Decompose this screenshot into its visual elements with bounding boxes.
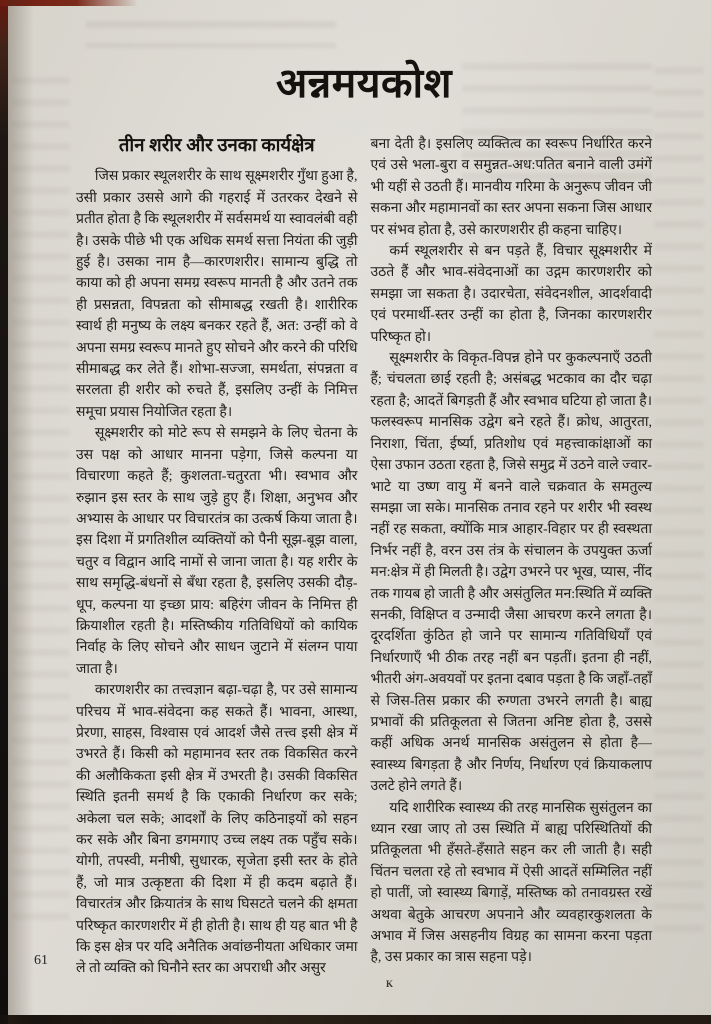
printer-signature-mark: K: [386, 979, 395, 989]
two-column-text: [76, 134, 652, 980]
section-heading: तीन शरीर और उनका कार्यक्षेत्र: [118, 136, 315, 156]
body-paragraph: बना देती है। इसलिए व्यक्तित्व का स्वरूप निर्धारित करने एवं उसे भला-बुरा व समुन्नत-अध:पतित बनाने वाली उमंगें भी यहीं से उठती हैं। मानवीय गरिमा के अनुरूप जीवन जी सकना और महामानवों का स्तर अपना सकना जिस आधार पर संभव होता है, उसे कारणशरीर ही कहना चाहिए।: [370, 137, 652, 238]
bleed-through-texture: [654, 60, 704, 940]
left-column: [76, 134, 358, 980]
bleed-through-texture: [86, 14, 336, 48]
right-column: [371, 134, 653, 980]
chapter-title: अन्नमयकोश: [276, 60, 452, 106]
body-paragraph: सूक्ष्मशरीर को मोटे रूप से समझने के लिए चेतना के उस पक्ष को आधार मानना पड़ेगा, जिसे कल्पना या विचारणा कहते हैं; कुशलता-चतुरता भी। स्वभाव और रुझान इस स्तर के साथ जुड़े हुए हैं। शिक्षा, अनुभव और अभ्यास के आधार पर विचारतंत्र का उत्कर्ष किया जाता है। इस दिशा में प्रगतिशील व्यक्तियों को पैनी सूझ-बूझ वाला, चतुर व विद्वान आदि नामों से जाना जाता है। यह शरीर के साथ समृद्धि-बंधनों से बँधा रहता है, इसलिए उसकी दौड़-धूप, कल्पना या इच्छा प्राय: बहिरंग जीवन के निमित्त ही क्रियाशील रहती है। मस्तिष्कीय गतिविधियों को कायिक निर्वाह के लिए सोचने और साधन जुटाने में संलग्न पाया जाता है।: [76, 426, 358, 677]
page-bottom-edge: [0, 1015, 711, 1024]
page-number: 61: [34, 953, 48, 968]
page-binding-edge: [0, 0, 8, 1024]
body-paragraph: जिस प्रकार स्थूलशरीर के साथ सूक्ष्मशरीर गुँथा हुआ है, उसी प्रकार उससे आगे की गहराई में उतरकर देखने से प्रतीत होता है कि स्थूलशरीर में सर्वसमर्थ या स्वावलंबी वही है। उसके पीछे भी एक अधिक समर्थ सत्ता नियंता की जुड़ी हुई है। उसका नाम है—कारणशरीर। सामान्य बुद्धि तो काया को ही अपना समग्र स्वरूप मानती है और उतने तक ही प्रसन्नता, विपन्नता को सीमाबद्ध रखती है। शारीरिक स्वार्थ ही मनुष्य के लक्ष्य बनकर रहते हैं, अत: उन्हीं को वे अपना समग्र स्वरूप मानते हुए सोचने और करने की परिधि सीमाबद्ध कर लेते हैं। शोभा-सज्जा, समर्थता, संपन्नता व सरलता ही शरीर को रुचते हैं, इसलिए उन्हीं के निमित्त समूचा प्रयास नियोजित रहता है।: [76, 169, 358, 420]
body-paragraph: यदि शारीरिक स्वास्थ्य की तरह मानसिक सुसंतुलन का ध्यान रखा जाए तो उस स्थिति में बाह्य परिस्थितियों की प्रतिकूलता भी हँसते-हँसाते सहन कर ली जाती है। सही चिंतन चलता रहे तो स्वभाव में ऐसी आदतें सम्मिलित नहीं हो पातीं, जो स्वास्थ्य बिगाड़ें, मस्तिष्क को तनावग्रस्त रखें अथवा बेतुके आचरण अपनाने और व्यवहारकुशलता के अभाव में जिस असहनीय विग्रह का सामना करना पड़ता है, उस प्रकार का त्रास सहना पड़े।: [370, 800, 652, 966]
body-paragraph: कारणशरीर का तत्त्वज्ञान बढ़ा-चढ़ा है, पर उसे सामान्य परिचय में भाव-संवेदना कह सकते हैं। भावना, आस्था, प्रेरणा, साहस, विश्वास एवं आदर्श जैसे तत्त्व इसी क्षेत्र में उभरते हैं। किसी को महामानव स्तर तक विकसित करने की अलौकिकता इसी क्षेत्र में उभरती है। उसकी विकसित स्थिति इतनी समर्थ है कि एकाकी निर्धारण कर सके; अकेला चल सके; आदर्शों के लिए कठिनाइयों को सहन कर सके और बिना डगमगाए उच्च लक्ष्य तक पहुँच सके। योगी, तपस्वी, मनीषी, सुधारक, सृजेता इसी स्तर के होते हैं, जो मात्र उत्कृष्टता की दिशा में ही कदम बढ़ाते हैं। विचारतंत्र और क्रियातंत्र के साथ घिसटते चलने की क्षमता परिष्कृत कारणशरीर में ही होती है। साथ ही यह बात भी है कि इस क्षेत्र पर यदि अनैतिक अवांछनीयता अधिकार जमा ले तो व्यक्ति को घिनौने स्तर का अपराधी और असुर: [76, 683, 358, 977]
gutter-shadow: [8, 0, 34, 1024]
body-paragraph: सूक्ष्मशरीर के विकृत-विपन्न होने पर कुकल्पनाएँ उठती हैं; चंचलता छाई रहती है; असंबद्ध भटकाव का दौर चढ़ा रहता है; आदतें बिगड़ती हैं और स्वभाव घटिया हो जाता है। फलस्वरूप मानसिक उद्वेग बने रहते हैं। क्रोध, आतुरता, निराशा, चिंता, ईर्ष्या, प्रतिशोध एवं महत्त्वाकांक्षाओं का ऐसा उफान उठता रहता है, जिसे समुद्र में उठने वाले ज्वार-भाटे या उष्ण वायु में बनने वाले चक्रवात के समतुल्य समझा जा सके। मानसिक तनाव रहने पर शरीर भी स्वस्थ नहीं रह सकता, क्योंकि मात्र आहार-विहार पर ही स्वस्थता निर्भर नहीं है, वरन उस तंत्र के संचालन के उपयुक्त ऊर्जा मन:क्षेत्र में ही मिलती है। उद्वेग उभरने पर भूख, प्यास, नींद तक गायब हो जाती है और असंतुलित मन:स्थिति में व्यक्ति सनकी, विक्षिप्त व उन्मादी जैसा आचरण करने लगता है। दूरदर्शिता कुंठित हो जाने पर सामान्य गतिविधियाँ एवं निर्धारणाएँ भी ठीक तरह नहीं बन पड़तीं। इतना ही नहीं, भीतरी अंग-अवयवों पर इतना दबाव पड़ता है कि जहाँ-तहाँ से जिस-तिस प्रकार की रुग्णता उभरने लगती है। बाह्य प्रभावों की प्रतिकूलता से जितना अनिष्ट होता है, उससे कहीं अधिक अनर्थ मानसिक असंतुलन से होता है—स्वास्थ्य बिगड़ता है और निर्णय, निर्धारण एवं क्रियाकलाप उलटे होने लगते हैं।: [370, 351, 652, 795]
body-paragraph: कर्म स्थूलशरीर से बन पड़ते हैं, विचार सूक्ष्मशरीर में उठते हैं और भाव-संवेदनाओं का उद्गम कारणशरीर को समझा जा सकता है। उदारचेता, संवेदनशील, आदर्शवादी एवं परमार्थी-स्तर उन्हीं का होता है, जिनका कारणशरीर परिष्कृत हो।: [370, 244, 652, 345]
page-content: [76, 54, 652, 980]
